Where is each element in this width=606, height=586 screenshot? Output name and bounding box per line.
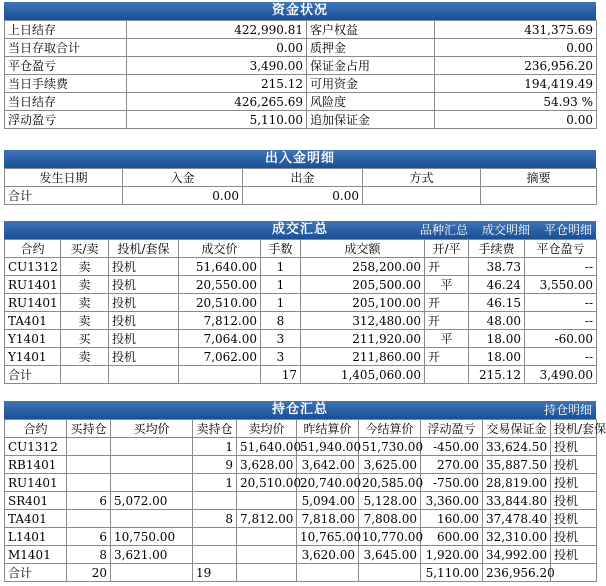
position-contract: M1401: [5, 546, 67, 564]
position-float-pnl: 600.00: [421, 528, 483, 546]
position-buy-avg: 3,621.00: [111, 546, 193, 564]
trades-link[interactable]: 成交明细: [481, 223, 530, 237]
fund-status-row: [5, 75, 597, 93]
position-sell-qty: 1: [193, 438, 237, 456]
position-buy-qty: 8: [67, 546, 111, 564]
fund-value: 0.00: [435, 39, 597, 57]
trade-fee: 18.00: [469, 348, 525, 366]
trade-contract: TA401: [5, 312, 61, 330]
trade-amount: 205,100.00: [301, 294, 425, 312]
position-contract: L1401: [5, 528, 67, 546]
trades-header-cell: 买/卖: [61, 240, 109, 258]
position-margin: 37,478.40: [483, 510, 551, 528]
empty-cell: [109, 366, 179, 384]
fund-value: 236,956.20: [435, 57, 597, 75]
trade-fee: 46.15: [469, 294, 525, 312]
deposits-header-cell: 入金: [123, 169, 243, 187]
trades-title: [4, 221, 596, 239]
position-today-settle: 7,808.00: [359, 510, 421, 528]
fund-label: 当日手续费: [5, 75, 127, 93]
position-margin: 34,992.00: [483, 546, 551, 564]
trade-contract: RU1401: [5, 276, 61, 294]
trades-link[interactable]: 品种汇总: [419, 223, 468, 237]
trade-row: [5, 348, 597, 366]
trade-side: 卖: [61, 348, 109, 366]
positions-header-cell: 浮动盈亏: [421, 420, 483, 438]
position-float-pnl: 160.00: [421, 510, 483, 528]
trade-pnl: --: [525, 294, 597, 312]
trade-row: [5, 276, 597, 294]
trade-side: 卖: [61, 312, 109, 330]
trade-lots: 3: [261, 348, 301, 366]
position-type: 投机: [551, 528, 597, 546]
positions-header-cell: 投机/套保: [551, 420, 597, 438]
positions-total-margin: 236,956.20: [483, 564, 551, 582]
position-prev-settle: 5,094.00: [297, 492, 359, 510]
position-sell-qty: [193, 528, 237, 546]
fund-value: 54.93 %: [435, 93, 597, 111]
position-today-settle: 20,585.00: [359, 474, 421, 492]
position-contract: TA401: [5, 510, 67, 528]
fund-value: 3,490.00: [127, 57, 307, 75]
position-contract: RB1401: [5, 456, 67, 474]
empty-cell: [179, 366, 261, 384]
trade-amount: 312,480.00: [301, 312, 425, 330]
position-prev-settle: 10,765.00: [297, 528, 359, 546]
deposits-header-cell: 方式: [363, 169, 481, 187]
fund-label: 可用资金: [307, 75, 435, 93]
fund-value: 0.00: [435, 111, 597, 129]
position-today-settle: 3,625.00: [359, 456, 421, 474]
positions-section: [4, 401, 606, 582]
trades-total-row: [5, 366, 597, 384]
trade-row: [5, 312, 597, 330]
trades-total-amount: 1,405,060.00: [301, 366, 425, 384]
deposits-total-row: [5, 187, 597, 205]
fund-label: 客户权益: [307, 21, 435, 39]
empty-cell: [237, 564, 297, 582]
trade-amount: 211,860.00: [301, 348, 425, 366]
deposits-title: [4, 150, 596, 168]
trade-type: 投机: [109, 276, 179, 294]
trade-type: 投机: [109, 294, 179, 312]
position-row: [5, 474, 597, 492]
position-row: [5, 528, 597, 546]
position-buy-avg: 10,750.00: [111, 528, 193, 546]
fund-label: 浮动盈亏: [5, 111, 127, 129]
position-float-pnl: 3,360.00: [421, 492, 483, 510]
fund-status-section: [4, 2, 596, 129]
deposit-in-total: 0.00: [123, 187, 243, 205]
deposits-title-text: 出入金明细: [264, 151, 335, 166]
position-type: 投机: [551, 510, 597, 528]
positions-header-row: [5, 420, 597, 438]
trade-row: [5, 258, 597, 276]
positions-header-cell: 交易保证金: [483, 420, 551, 438]
position-sell-avg: 20,510.00: [237, 474, 297, 492]
fund-status-row: [5, 93, 597, 111]
position-sell-avg: 51,640.00: [237, 438, 297, 456]
trade-type: 投机: [109, 330, 179, 348]
position-buy-qty: [67, 438, 111, 456]
position-prev-settle: 7,818.00: [297, 510, 359, 528]
position-sell-avg: [237, 492, 297, 510]
position-margin: 33,624.50: [483, 438, 551, 456]
trade-amount: 211,920.00: [301, 330, 425, 348]
position-margin: 35,887.50: [483, 456, 551, 474]
trade-contract: CU1312: [5, 258, 61, 276]
fund-value: 422,990.81: [127, 21, 307, 39]
position-buy-qty: [67, 456, 111, 474]
deposits-header-row: [5, 169, 597, 187]
fund-label: 风险度: [307, 93, 435, 111]
trade-lots: 1: [261, 276, 301, 294]
position-prev-settle: 51,940.00: [297, 438, 359, 456]
trade-contract: RU1401: [5, 294, 61, 312]
positions-total-row: [5, 564, 597, 582]
trade-lots: 1: [261, 294, 301, 312]
trades-link[interactable]: 平仓明细: [543, 223, 592, 237]
position-today-settle: 51,730.00: [359, 438, 421, 456]
empty-cell: [425, 366, 469, 384]
fund-label: 当日存取合计: [5, 39, 127, 57]
trades-header-cell: 成交价: [179, 240, 261, 258]
trades-header-cell: 手续费: [469, 240, 525, 258]
fund-status-title: [4, 2, 596, 20]
deposits-header-cell: 出金: [243, 169, 363, 187]
positions-header-cell: 卖持仓: [193, 420, 237, 438]
fund-label: 保证金占用: [307, 57, 435, 75]
positions-header-cell: 卖均价: [237, 420, 297, 438]
trade-type: 投机: [109, 258, 179, 276]
trade-price: 7,812.00: [179, 312, 261, 330]
trade-price: 51,640.00: [179, 258, 261, 276]
trade-price: 20,550.00: [179, 276, 261, 294]
position-type: 投机: [551, 492, 597, 510]
trade-pnl: -60.00: [525, 330, 597, 348]
positions-title-text: 持仓汇总: [271, 402, 328, 417]
fund-value: 431,375.69: [435, 21, 597, 39]
position-buy-avg: [111, 474, 193, 492]
position-float-pnl: 270.00: [421, 456, 483, 474]
trades-header-cell: 手数: [261, 240, 301, 258]
fund-label: 上日结存: [5, 21, 127, 39]
position-sell-qty: 1: [193, 474, 237, 492]
position-contract: RU1401: [5, 474, 67, 492]
positions-header-cell: 今结算价: [359, 420, 421, 438]
trade-fee: 18.00: [469, 330, 525, 348]
trade-side: 买: [61, 330, 109, 348]
deposits-header-cell: 发生日期: [5, 169, 123, 187]
trade-open-close: 开: [425, 258, 469, 276]
total-label: 合计: [5, 564, 67, 582]
position-buy-avg: 5,072.00: [111, 492, 193, 510]
fund-value: 194,419.49: [435, 75, 597, 93]
fund-status-row: [5, 111, 597, 129]
position-type: 投机: [551, 546, 597, 564]
position-float-pnl: -750.00: [421, 474, 483, 492]
trades-title-text: 成交汇总: [271, 222, 328, 237]
trade-contract: Y1401: [5, 348, 61, 366]
total-label: 合计: [5, 187, 123, 205]
trade-open-close: 开: [425, 294, 469, 312]
fund-value: 5,110.00: [127, 111, 307, 129]
trades-total-fee: 215.12: [469, 366, 525, 384]
position-today-settle: 10,770.00: [359, 528, 421, 546]
trades-header-cell: 成交额: [301, 240, 425, 258]
trades-total-pnl: 3,490.00: [525, 366, 597, 384]
trade-pnl: --: [525, 348, 597, 366]
trades-header-cell: 投机/套保: [109, 240, 179, 258]
fund-status-row: [5, 39, 597, 57]
fund-label: 当日结存: [5, 93, 127, 111]
deposits-header-cell: 摘要: [481, 169, 597, 187]
position-type: 投机: [551, 438, 597, 456]
trade-price: 7,062.00: [179, 348, 261, 366]
position-sell-avg: [237, 546, 297, 564]
position-type: 投机: [551, 456, 597, 474]
positions-total-sell: 19: [193, 564, 237, 582]
position-float-pnl: -450.00: [421, 438, 483, 456]
total-label: 合计: [5, 366, 61, 384]
trade-side: 卖: [61, 294, 109, 312]
trades-header-cell: 平仓盈亏: [525, 240, 597, 258]
position-contract: CU1312: [5, 438, 67, 456]
positions-total-buy: 20: [67, 564, 111, 582]
deposits-section: [4, 150, 596, 205]
position-type: 投机: [551, 474, 597, 492]
position-sell-avg: 7,812.00: [237, 510, 297, 528]
trade-pnl: --: [525, 258, 597, 276]
position-buy-qty: [67, 474, 111, 492]
position-sell-avg: 3,628.00: [237, 456, 297, 474]
positions-header-cell: 买均价: [111, 420, 193, 438]
position-margin: 33,844.80: [483, 492, 551, 510]
trade-lots: 3: [261, 330, 301, 348]
empty-cell: [363, 187, 481, 205]
position-row: [5, 456, 597, 474]
position-today-settle: 3,645.00: [359, 546, 421, 564]
trade-lots: 1: [261, 258, 301, 276]
position-margin: 32,310.00: [483, 528, 551, 546]
trade-amount: 258,200.00: [301, 258, 425, 276]
position-today-settle: 5,128.00: [359, 492, 421, 510]
position-buy-qty: [67, 510, 111, 528]
trade-pnl: --: [525, 312, 597, 330]
trade-row: [5, 294, 597, 312]
position-row: [5, 510, 597, 528]
trades-header-cell: 合约: [5, 240, 61, 258]
trade-open-close: 开: [425, 348, 469, 366]
position-prev-settle: 20,740.00: [297, 474, 359, 492]
trade-open-close: 平: [425, 330, 469, 348]
position-sell-qty: 8: [193, 510, 237, 528]
position-row: [5, 438, 597, 456]
positions-total-float: 5,110.00: [421, 564, 483, 582]
position-buy-avg: [111, 456, 193, 474]
deposits-table: [4, 168, 597, 205]
position-row: [5, 546, 597, 564]
trade-fee: 38.73: [469, 258, 525, 276]
trade-side: 卖: [61, 276, 109, 294]
position-sell-qty: 9: [193, 456, 237, 474]
position-buy-avg: [111, 510, 193, 528]
trade-type: 投机: [109, 348, 179, 366]
fund-label: 质押金: [307, 39, 435, 57]
position-margin: 28,819.00: [483, 474, 551, 492]
trade-contract: Y1401: [5, 330, 61, 348]
trade-side: 卖: [61, 258, 109, 276]
trade-price: 20,510.00: [179, 294, 261, 312]
trade-amount: 205,500.00: [301, 276, 425, 294]
trade-price: 7,064.00: [179, 330, 261, 348]
empty-cell: [111, 564, 193, 582]
trade-lots: 8: [261, 312, 301, 330]
positions-header-cell: 昨结算价: [297, 420, 359, 438]
empty-cell: [297, 564, 359, 582]
fund-status-row: [5, 21, 597, 39]
fund-value: 426,265.69: [127, 93, 307, 111]
trades-header-cell: 开/平: [425, 240, 469, 258]
deposit-out-total: 0.00: [243, 187, 363, 205]
positions-link[interactable]: 持仓明细: [543, 403, 592, 417]
position-sell-qty: [193, 492, 237, 510]
fund-label: 追加保证金: [307, 111, 435, 129]
position-sell-avg: [237, 528, 297, 546]
position-buy-qty: 6: [67, 492, 111, 510]
positions-header-cell: 合约: [5, 420, 67, 438]
position-prev-settle: 3,642.00: [297, 456, 359, 474]
positions-links: [530, 401, 592, 419]
trade-type: 投机: [109, 312, 179, 330]
fund-status-title-text: 资金状况: [271, 3, 328, 18]
position-buy-avg: [111, 438, 193, 456]
trades-table: [4, 239, 597, 384]
positions-header-cell: 买持仓: [67, 420, 111, 438]
position-buy-qty: 6: [67, 528, 111, 546]
position-float-pnl: 1,920.00: [421, 546, 483, 564]
positions-title: [4, 401, 596, 419]
empty-cell: [551, 564, 597, 582]
empty-cell: [481, 187, 597, 205]
position-row: [5, 492, 597, 510]
fund-value: 215.12: [127, 75, 307, 93]
trades-total-lots: 17: [261, 366, 301, 384]
trades-header-row: [5, 240, 597, 258]
empty-cell: [359, 564, 421, 582]
trade-fee: 46.24: [469, 276, 525, 294]
positions-table: [4, 419, 606, 582]
position-contract: SR401: [5, 492, 67, 510]
trade-open-close: 开: [425, 312, 469, 330]
fund-value: 0.00: [127, 39, 307, 57]
position-sell-qty: [193, 546, 237, 564]
trades-links: [406, 221, 592, 239]
fund-status-table: [4, 20, 597, 129]
trade-open-close: 平: [425, 276, 469, 294]
trades-section: [4, 221, 596, 384]
fund-label: 平仓盈亏: [5, 57, 127, 75]
trade-fee: 48.00: [469, 312, 525, 330]
trade-row: [5, 330, 597, 348]
trade-pnl: 3,550.00: [525, 276, 597, 294]
position-prev-settle: 3,620.00: [297, 546, 359, 564]
empty-cell: [61, 366, 109, 384]
fund-status-row: [5, 57, 597, 75]
